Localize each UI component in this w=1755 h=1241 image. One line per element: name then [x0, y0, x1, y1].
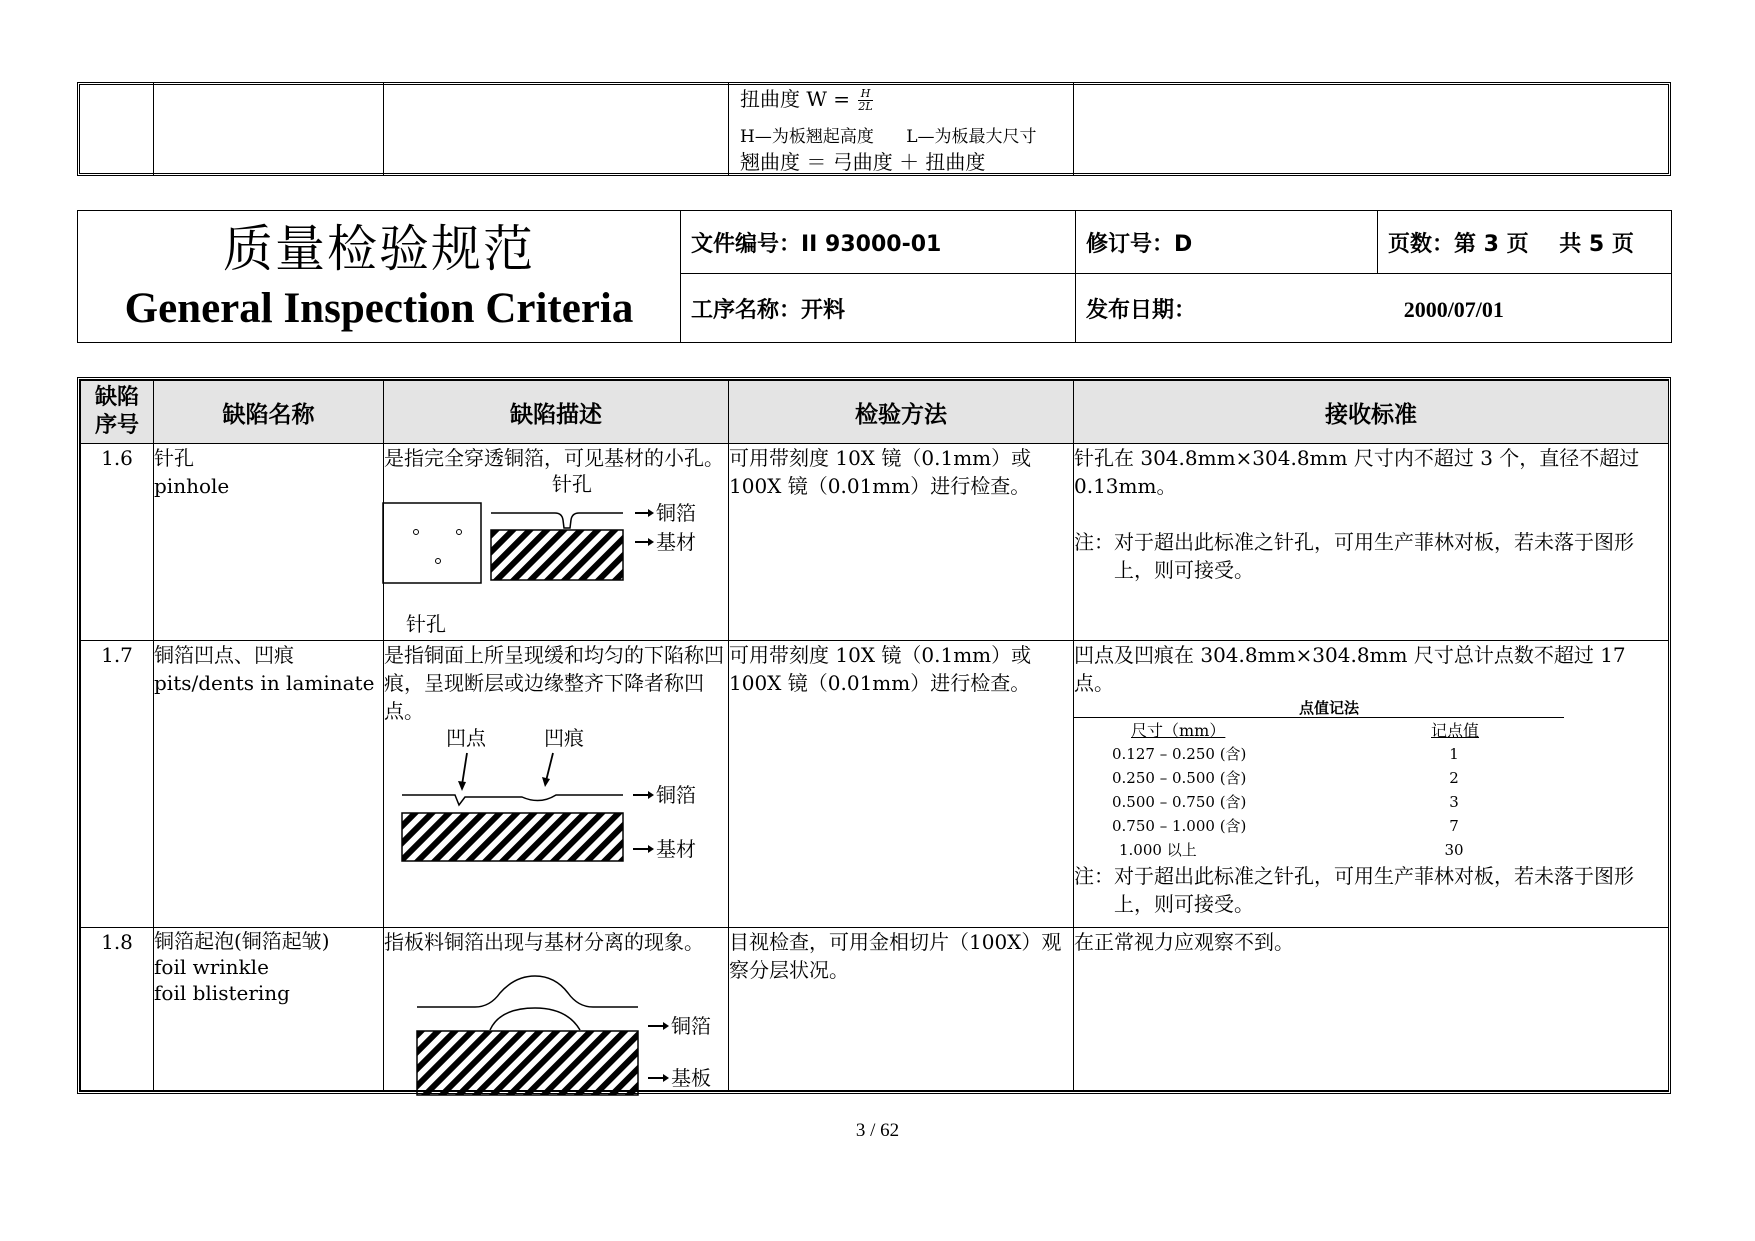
pinhole-substrate	[491, 530, 623, 580]
defect-name-cn: 铜箔凹点、凹痕	[154, 643, 294, 667]
pinhole-label-base: 基材	[656, 530, 696, 554]
col-header-name: 缺陷名称	[154, 381, 384, 444]
defect-name	[154, 928, 384, 1091]
pinhole-label-foil: 铜箔	[656, 501, 696, 525]
blister-diagram	[395, 968, 725, 1108]
revision: 修订号：D	[1076, 211, 1378, 274]
col-header-criteria: 接收标准	[1074, 381, 1669, 444]
top-fragment-col-line	[728, 82, 729, 176]
points-table	[1074, 699, 1564, 862]
defect-name-cn: 针孔	[154, 446, 194, 470]
top-fragment-col-line	[153, 82, 154, 176]
pinhole-diagram	[380, 472, 710, 592]
points-value: 3	[1449, 793, 1459, 811]
pits-label-base: 基材	[656, 837, 696, 861]
points-row	[1074, 742, 1564, 766]
pinhole-label-bottom: 针孔	[406, 612, 446, 636]
issue-date-cell	[1076, 274, 1672, 343]
points-row	[1074, 766, 1564, 790]
issue-date: 2000/07/01	[1403, 296, 1504, 322]
warp-definition: H—为板翘起高度 L—为板最大尺寸	[740, 127, 1037, 147]
note-text: 对于超出此标准之针孔，可用生产菲林对板，若未落于图形上，则可接受。	[1114, 864, 1634, 916]
header-title-cell	[78, 211, 681, 343]
title-en: General Inspection Criteria	[124, 284, 634, 332]
points-col-size: 尺寸（mm）	[1131, 721, 1226, 740]
doc-no: 文件编号：II 93000-01	[681, 211, 1076, 274]
inspection-method: 可用带刻度 10X 镜（0.1mm）或 100X 镜（0.01mm）进行检查。	[729, 444, 1074, 641]
pits-substrate	[402, 813, 623, 861]
points-rows	[1074, 742, 1564, 862]
defect-no: 1.8	[81, 928, 154, 1091]
description-text: 是指完全穿透铜箔，可见基材的小孔。	[384, 446, 724, 470]
issue-date-label: 发布日期：	[1086, 297, 1197, 323]
inspection-method: 可用带刻度 10X 镜（0.1mm）或 100X 镜（0.01mm）进行检查。	[729, 641, 1074, 928]
col-header-description: 缺陷描述	[384, 381, 729, 444]
col-header-no	[81, 381, 154, 444]
pits-label-pit: 凹点	[446, 726, 486, 750]
warp-sum: 翘曲度 ＝ 弓曲度 ＋ 扭曲度	[740, 150, 986, 174]
points-row	[1074, 814, 1564, 838]
blister-label-foil: 铜箔	[671, 1014, 711, 1038]
defect-name	[154, 444, 384, 641]
points-row	[1074, 790, 1564, 814]
description-text: 指板料铜箔出现与基材分离的现象。	[384, 930, 704, 954]
col-header-no-label: 缺陷 序号	[94, 385, 139, 438]
note-prefix: 注：	[1074, 864, 1114, 888]
col-header-method: 检验方法	[729, 381, 1074, 444]
defect-description	[384, 641, 729, 928]
blister-foil-line	[417, 976, 638, 1007]
warp-numerator: H	[858, 88, 872, 101]
defect-no: 1.6	[81, 444, 154, 641]
description-text: 是指铜面上所呈现缓和均匀的下陷称凹痕，呈现断层或边缘整齐下降者称凹点。	[384, 643, 724, 723]
table-row	[81, 641, 1669, 928]
table-row	[81, 444, 1669, 641]
points-size: 1.000 以上	[1119, 841, 1197, 859]
pinhole-dot	[436, 559, 441, 564]
points-size: 0.250 – 0.500 (含)	[1112, 769, 1247, 787]
pinhole-top-view	[383, 503, 481, 583]
page-count: 页数：第 3 页 共 5 页	[1378, 211, 1672, 274]
pinhole-label-top: 针孔	[552, 472, 592, 496]
table-row	[81, 928, 1669, 1091]
points-value: 1	[1449, 745, 1459, 763]
defect-no: 1.7	[81, 641, 154, 928]
pinhole-foil-line	[491, 513, 623, 528]
points-row	[1074, 838, 1564, 862]
pits-label-foil: 铜箔	[656, 783, 696, 807]
warp-formula-label: 扭曲度 W =	[740, 87, 851, 111]
points-size: 0.750 – 1.000 (含)	[1112, 817, 1247, 835]
blister-gap	[490, 1008, 580, 1030]
criteria-text: 针孔在 304.8mm×304.8mm 尺寸内不超过 3 个，直径不超过 0.13mm。	[1074, 446, 1640, 498]
note-prefix: 注：	[1074, 530, 1114, 554]
warp-denominator: 2L	[858, 100, 873, 113]
inspection-method: 目视检查，可用金相切片（100X）观察分层状况。	[729, 928, 1074, 1091]
points-size: 0.500 – 0.750 (含)	[1112, 793, 1247, 811]
header-table	[77, 210, 1672, 343]
blister-label-base: 基板	[671, 1066, 711, 1090]
acceptance-criteria	[1074, 444, 1669, 641]
points-value: 30	[1444, 841, 1464, 859]
pits-dents-diagram	[380, 725, 710, 865]
top-fragment-col-line	[1073, 82, 1074, 176]
defect-name-en: foil wrinkle	[154, 955, 269, 979]
pits-foil-line	[402, 795, 623, 805]
defect-name-en: foil blistering	[154, 981, 290, 1005]
pinhole-dot	[414, 530, 419, 535]
defect-name	[154, 641, 384, 928]
criteria-text: 凹点及凹痕在 304.8mm×304.8mm 尺寸总计点数不超过 17 点。	[1074, 643, 1626, 695]
blister-substrate	[417, 1031, 638, 1095]
points-table-title: 点值记法	[1074, 699, 1564, 718]
top-fragment-col-line	[383, 82, 384, 176]
points-size: 0.127 – 0.250 (含)	[1112, 745, 1247, 763]
pinhole-dot	[457, 530, 462, 535]
title-cn: 质量检验规范	[223, 219, 535, 278]
defect-name-en: pinhole	[154, 474, 230, 498]
defect-name-cn: 铜箔起泡(铜箔起皱)	[154, 929, 330, 953]
defect-table	[80, 380, 1669, 1091]
pits-label-dent: 凹痕	[544, 726, 584, 750]
points-value: 7	[1449, 817, 1459, 835]
page-number: 3 / 62	[855, 1120, 900, 1141]
defect-description	[384, 444, 729, 641]
points-col-value: 记点值	[1431, 721, 1480, 740]
points-value: 2	[1449, 769, 1459, 787]
defect-name-en: pits/dents in laminate	[154, 671, 375, 695]
process-name: 工序名称：开料	[681, 274, 1076, 343]
acceptance-criteria: 在正常视力应观察不到。	[1074, 928, 1669, 1091]
note-text: 对于超出此标准之针孔，可用生产菲林对板，若未落于图形上，则可接受。	[1114, 530, 1634, 582]
acceptance-criteria	[1074, 641, 1669, 928]
warp-formula	[740, 86, 873, 113]
